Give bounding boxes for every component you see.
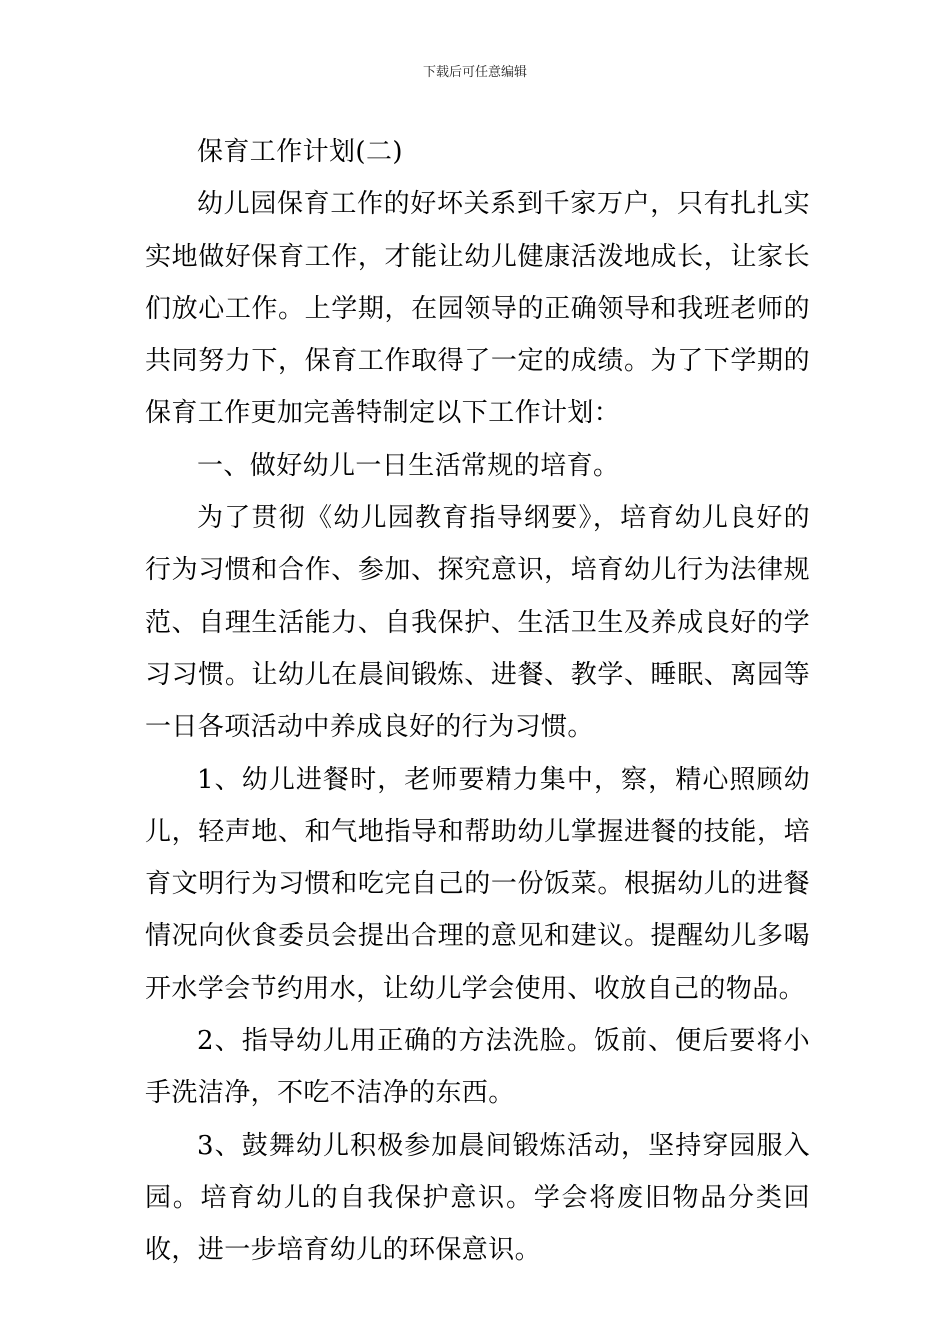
paragraph-item-1: 1、幼儿进餐时，老师要精力集中，察，精心照顾幼儿，轻声地、和气地指导和帮助幼儿掌握进餐的技能，培育文明行为习惯和吃完自己的一份饭菜。根据幼儿的进餐情况向伙食委员会提出合理的意见和建议。提醒幼儿多喝开水学会节约用水，让幼儿学会使用、收放自己的物品。: [145, 764, 810, 1004]
paragraph-item-2: 2、指导幼儿用正确的方法洗脸。饭前、便后要将小手洗洁净，不吃不洁净的东西。: [145, 1026, 810, 1109]
section-heading-1: 一、做好幼儿一日生活常规的培育。: [197, 450, 620, 481]
paragraph-intro: 幼儿园保育工作的好坏关系到千家万户，只有扎扎实实地做好保育工作，才能让幼儿健康活泼地成长，让家长们放心工作。上学期，在园领导的正确领导和我班老师的共同努力下，保育工作取得了一定的成绩。为了下学期的保育工作更加完善特制定以下工作计划：: [145, 189, 810, 429]
paragraph-item-3: 3、鼓舞幼儿积极参加晨间锻炼活动，坚持穿园服入园。培育幼儿的自我保护意识。学会将废旧物品分类回收，进一步培育幼儿的环保意识。: [145, 1130, 810, 1266]
paragraph-section-1: 为了贯彻《幼儿园教育指导纲要》，培育幼儿良好的行为习惯和合作、参加、探究意识，培育幼儿行为法律规范、自理生活能力、自我保护、生活卫生及养成良好的学习习惯。让幼儿在晨间锻炼、进餐、教学、睡眠、离园等一日各项活动中养成良好的行为习惯。: [145, 503, 810, 743]
page-header-note: 下载后可任意编辑: [422, 65, 527, 80]
document-title: 保育工作计划(二): [197, 137, 403, 167]
document-body: [145, 126, 810, 1277]
